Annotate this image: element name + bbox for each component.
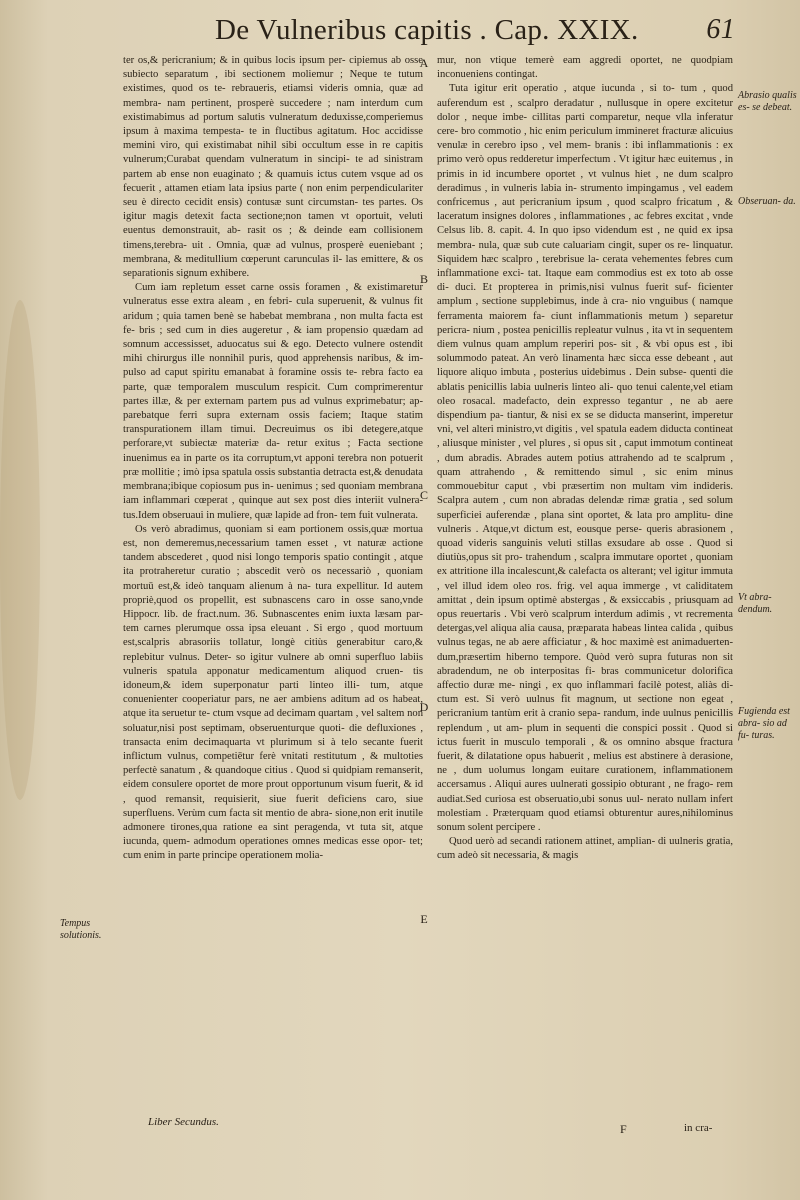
right-column	[437, 54, 733, 864]
left-column	[123, 54, 423, 864]
signature-mark: F	[620, 1122, 627, 1136]
left-paragraph-2: Cum iam repletum esset carne ossis foramen , & existimaretur vulneratus esse extra aleam , en febri- cula superuenit, & vulnus fit aridum ; quia tamen benè se habebat membrana , non multa facta est fe- bris ; sed cum in dies augeretur , & iam propensio quædam ad somnum accessisset, aduocatus sui & ego. Detecto vulnere ostendit mihi chirurgus ille nonnihil puris, quod apprehensis naribus, & im- pulso ad caput spiritu emanabat à foramine ossis te- rebra facto ea parte, quæ temporalem musculum respicit. Cum comprimerentur partes illæ, & per externam partem pus ad vulnus exprimebatur; ap- parebatque ferri supra externam ossis faciem; Itaque statim transpurationem illam timui. Decreuimus os ibi detegere,atque perforare,vt subiectæ materiæ da- retur exitus ; Facta sectione inuenimus ea in parte os ita corruptum,vt apponi terebra non potuerit præ mollitie ; imò ipsa spatula ossis substantia detracta est,& denudata membrana;ibique copiosum pus in- uenimus ; sed quoniam membrana iam inflammari cœperat , quinque aut sex post dies interiit vulnera- tus.Idem obseruaui in muliere, quæ lapide ad fron- tem fuit vulnerata.	[123, 282, 423, 521]
gutter-letter-d: D	[419, 700, 429, 714]
catchword: in cra-	[684, 1122, 713, 1134]
right-paragraph-1: mur, non vtique temerè eam aggredi oportet, ne quodpiam inconueniens contingat.	[437, 55, 733, 81]
gutter-letter-b: B	[419, 272, 428, 286]
running-footer: Liber Secundus.	[148, 1116, 219, 1128]
margin-note-tempus: Tempus solutionis.	[60, 918, 102, 941]
page-shadow	[0, 300, 40, 800]
margin-note-fugienda: Fugienda est abra- sio ad fu- turas.	[738, 706, 790, 741]
left-paragraph-1: ter os,& pericranium; & in quibus locis ipsum per- cipiemus ab osse subiecto separatum , ibi sectionem moliemur ; Neque te tutum existimes, quod os te- rebraueris, etiamsi videris omnia, quæ ad membra- nam pertinent, prosperè succedere ; nam interdum cum existimabimus ad portum salutis vulneratum deduxisse,comperiemus ipsum à maxima tempesta- te in fluctibus agitatum. Hoc accidisse memini viro, qui existimabat nihil sibi occultum esse in re capitis vulnerum;Curabat quendam vulneratum in sincipi- te ad sinistram partem ab ense non euaginato ; & quamuis ictus cutem vsque ad os fecuerit , attamen etiam lata ipsius parte ( non enim perpendiculariter seu è directo cecidit ensis) contusæ sunt circumstan- tes partes. Os igitur magis detexit facta sectione;non tamen vt oportuit, veluti euentus demonstrauit, ab- rasit os ; & deinde eam collisionem timens,terebra- uit . Omnia, quæ ad vulnus, prosperè eueniebant ; membrana, & meditullium cœperunt carunculas il- las emittere, & os separationis signum exhibere.	[123, 55, 423, 280]
page-title: De Vulneribus capitis . Cap. XXIX.	[215, 14, 639, 46]
gutter-letter-c: C	[419, 488, 428, 502]
right-paragraph-2: Tuta igitur erit operatio , atque iucunda , si to- tum , quod auferendum est , scalpro deradatur , nullusque in opere excitetur dolor , neque imbe- cillitas parti comparetur, neque vlla inferatur cere- bro commotio , hic enim periculum immineret fracturæ alicuius venulæ in cerebro ipso , vel mem- branis : ibi inflammationis : ex primo verò opus redderetur imperfectum . Vt igitur hæc euitemus , in primis in id incumbere oportet , vt vulnus hiet , ne dum scalpro deradimus , in vulneris labia in- strumento impingamus , vel eadem confricemus , aut pericranium ipsum , quod scalpro fricatum , & laceratum insignes dolores , inflammationes , ac febres excitat , vnde Celsus lib. 8. capit. 4. In quo ipso videndum est , ne quid ex ipsa membra- nula, quæ sub cute caluariam cingit, super os re- linquatur. Siquidem hæc scalpro , terebrisue la- cerata vehementes febres cum inflammatione exci- tat. Itaque eam commodius est ex toto ab osse di- duci. Et propterea in primis,nisi vulnus fuerit suf- ficienter amplum , sectione supplebimus, inde à cra- nio vnguibus ( namque ferramenta maiorem fa- ciunt inflammationis metum ) separetur pericra- nium , postea penicillis repleatur vulnus , ita vt in sequentem diem vulnus quam amplum reperiri pos- sit , & vbi opus est , ibi solummodo pateat. An verò linamenta hæc sicca esse debeant , aut liquore aliquo imbuta , posterius uidebimus . Dein subse- quenti die ablatis penicillis labia uulneris linteo ali- quo tenui calente,vel etiam oleo rosacal. madefacto, dein expresso tegantur , ne ab aere dispendium pa- tiantur, & nisi ex se se diducta manserint, imperetur vni, vel alteri ministro,vt digitis , vel spatula eadem diducta contineat , aliusque minister , vel plures , si opus sit , caput immotum contineat , dum abradis. Abrades autem potius attrahendo ad te scalprum , quam attrahendo , & remittendo simul , sic enim minus commouebitur caput , vbi præsertim non multam vim indideris. Scalpra autem , cum non abradas delendæ rimæ gratia , sed solum superficiei auferendæ , plana sint oportet, & lata pro amplitu- dine vulneris . Atque,vt dictum est, eousque perse- queris abrasionem , quoad videris sanguinis veluti stillas exsudare ab osse . Quod si diutiùs,opus sit pro- trahendum , scalpra immutare oportet , quoniam ex attritione illa incalescunt,& calefacta os alterant; vel igitur immuta , vel illud idem oleo ros. frig. vel aqua immerge , vt caliditatem amittat , dein ipsum optimè abstergas , & exsiccabis , priusquam ad opus reuertaris . Vbi verò scalprum interdum adimis , vt recrementa detergas,vel aliqua alia causa, præparata habeas lintea calida , quibus vulnus tegas, ne ab aere afficiatur , & hoc maximè est animaduerten- dum,præsertim hiberno tempore. Quòd verò supra futuras non sit abradendum, ne ob interpositas fi- bras communicetur dolorifica affectio duræ me- ningi , ex quo inflammari facilè potest, aliàs di- ctum est. Si verò uulnus fit magnum, ut sectione non egeat , pericranium tantùm erit à cranio sepa- randum, inde uulnus penicillis replendum , ut am- plum in sequenti die conspici possit . Quod si ictus fuerit in musculo temporali , & os omnino absque fractura fuerit, & dilatatione opus habuerit , melius est abstinere à derasione, ne , dum uolumus longam euitare curationem, inflammationem accersamus . Aliqui aures uulnerati gossipio obturant , ne frago- rem audiat.Sed curiosa est obseruatio,ubi sonus uul- nerato nullam infert molestiam . Præterquam quod etiamsi obturentur aures,nihilominus sonum solent percipere .	[437, 83, 733, 833]
margin-note-vt-abradendum: Vt abra- dendum.	[738, 592, 773, 615]
running-header	[215, 14, 735, 54]
margin-note-obseruanda: Obseruan- da.	[738, 196, 796, 207]
folio-number: 61	[706, 14, 735, 45]
margin-note-abrasio: Abrasio qualis es- se debeat.	[738, 90, 797, 113]
gutter-letter-e: E	[420, 912, 428, 926]
gutter-letter-a: A	[419, 56, 429, 70]
left-paragraph-3: Os verò abradimus, quoniam si eam portionem ossis,quæ mortua est, non demeremus,necessarium tamen esset , vt naturæ actione tandem abscederet , quod nisi longo temporis spatio contingit , atque ita protraheretur curatio ; abscedit verò os necessariò , quoniam mortuū est,& ideò tanquam alienum à na- tura expellitur. Id autem propriè,quod os propellit, est subnascens caro in osse sano,vnde Hippocr. lib. de fract.num. 36. Subnascentes enim iuxta læsam par- tem carnes plerumque ossa ipsa eleuant . Si ergo , quod mortuum est,scalpris abrasoriis tollatur, longè citiùs generabitur caro,& replebitur vulnus. Deter- so igitur vulnere ab omni superfluo labiis vulneris spatula apponatur medicamentum aliquod cruen- tis idoneum,& idem superponatur parti linteo illi- tum, atque conuenienter cooperiatur pars, ne aer ambiens aditum ad os habeat, atque ita seruetur te- ctum vsque ad decimam quartam , vel saltem non soluatur,nisi post septimam, obseruenturque quoti- die defluxiones , transacta enim decimaquarta vt plurimum si à telo secante fuerit inflictum vulnus, competiētur ferè vnitati restitutum , & multoties perfectè sanatum , & quandoque citius . Quod si quidpiam remanserit, eidem consulere oportet de more prout opportunum visum fuerit, & id , quod remansit, requisierit, siue fuerit deficiens caro, siue superfluens. Verùm cum facta sit mentio de abra- sione,non erit inutile admonere tirones,qua ratione ea sint peragenda, vt tuta sit, atque iucunda, quem- admodum operationes omnes medicas esse opor- tet; cum enim in parte principe operationem molia-	[123, 523, 423, 862]
right-paragraph-3: Quod uerò ad secandi rationem attinet, amplian- di uulneris gratia, cum adeò sit necessaria, & magis	[437, 836, 733, 862]
